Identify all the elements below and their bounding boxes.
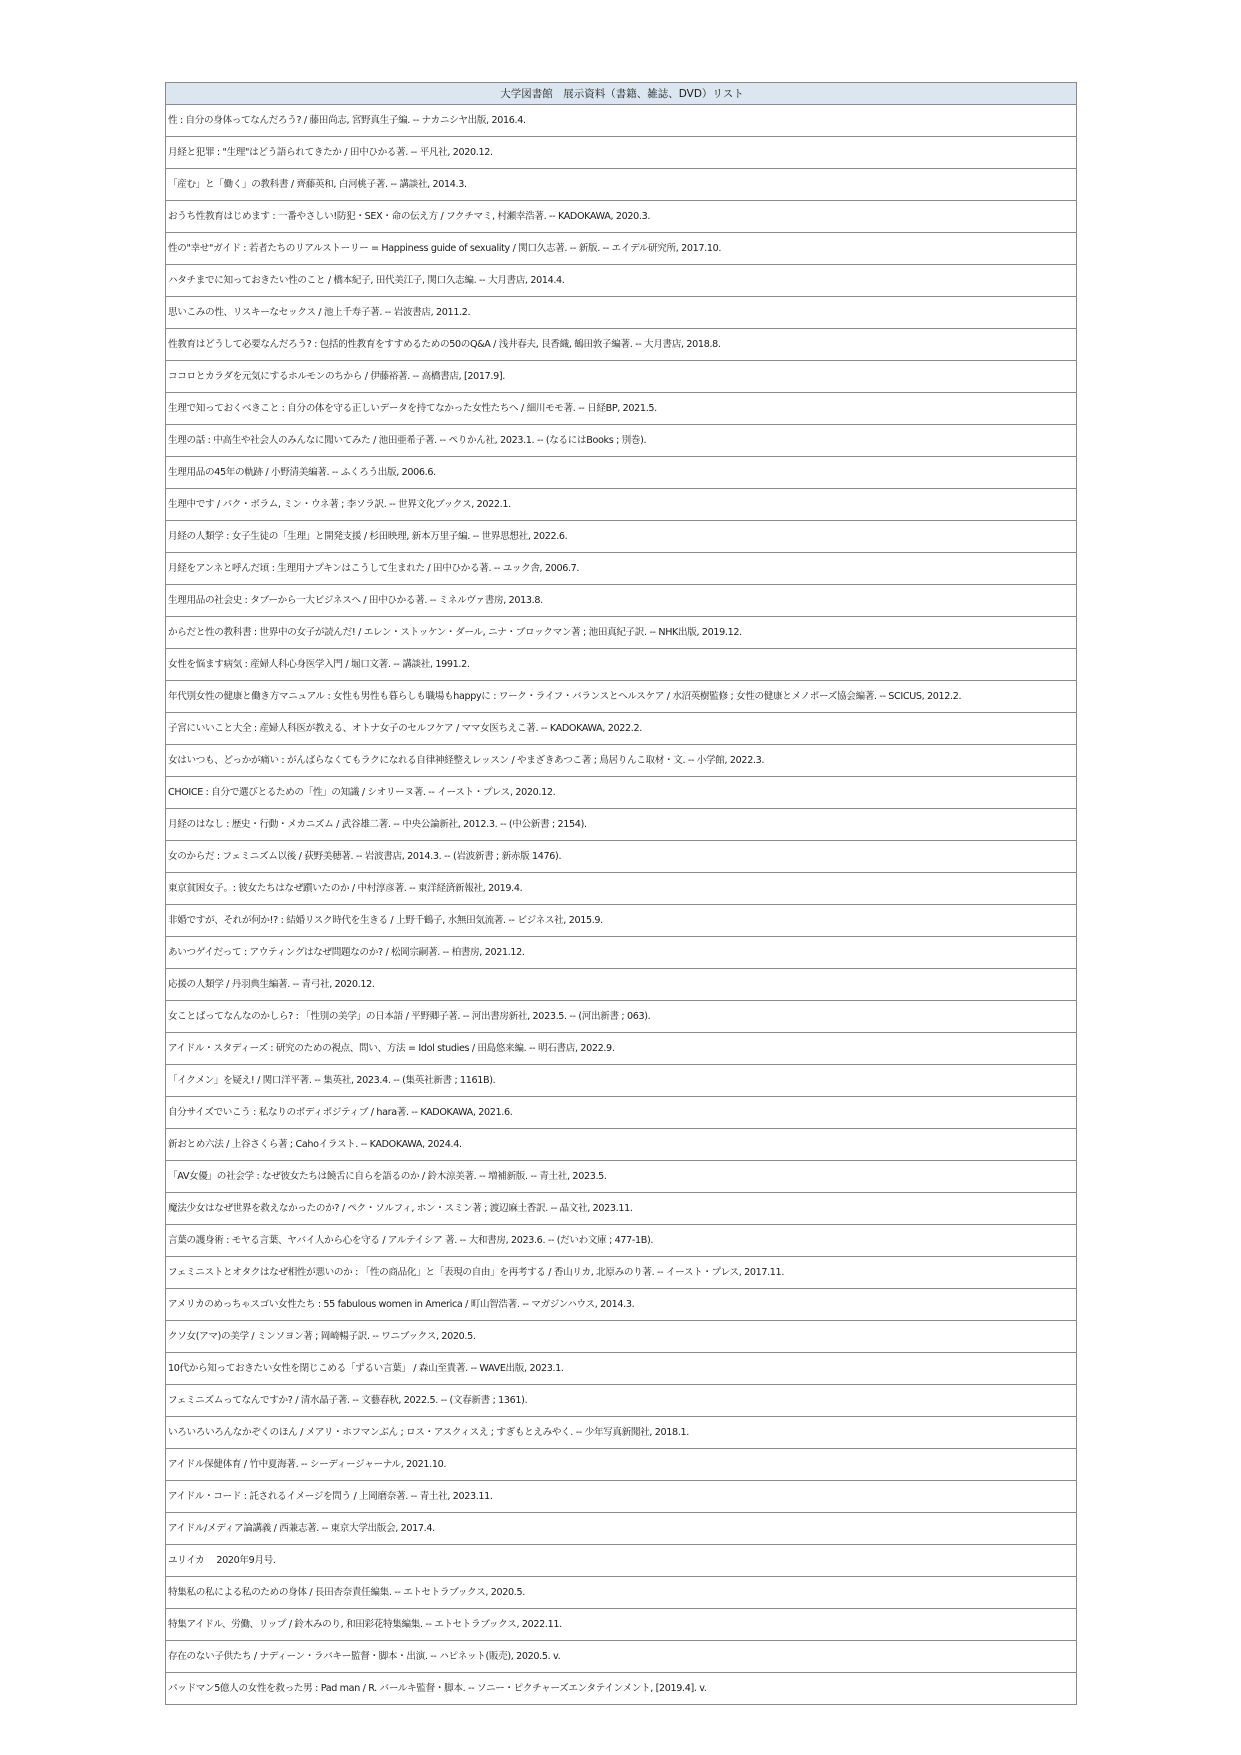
list-item: 女のからだ : フェミニズム以後 / 荻野美穂著. -- 岩波書店, 2014.3. -- (岩波新書 ; 新赤版 1476). xyxy=(166,841,1077,873)
table-row xyxy=(166,745,1077,777)
list-item: 「産む」と「働く」の教科書 / 齊藤英和, 白河桃子著. -- 講談社, 2014.3. xyxy=(166,169,1077,201)
list-item: 性の"幸せ"ガイド : 若者たちのリアルストーリー = Happiness guide of sexuality / 関口久志著. -- 新版. -- エイデル研究所, 2017.10. xyxy=(166,233,1077,265)
list-item: アイドル保健体育 / 竹中夏海著. -- シーディージャーナル, 2021.10. xyxy=(166,1449,1077,1481)
list-item: アイドル・スタディーズ : 研究のための視点、問い、方法 = Idol studies / 田島悠来編. -- 明石書店, 2022.9. xyxy=(166,1033,1077,1065)
table-row xyxy=(166,1097,1077,1129)
list-item: 東京貧困女子。: 彼女たちはなぜ躓いたのか / 中村淳彦著. -- 東洋経済新報社, 2019.4. xyxy=(166,873,1077,905)
list-item: パッドマン5億人の女性を救った男 : Pad man / R. バールキ監督・脚本. -- ソニー・ピクチャーズエンタテインメント, [2019.4]. v. xyxy=(166,1673,1077,1705)
list-item: ユリイカ 2020年9月号. xyxy=(166,1545,1077,1577)
table-row xyxy=(166,105,1077,137)
list-item: 言葉の護身術 : モヤる言葉、ヤバイ人から心を守る / アルテイシア 著. -- 大和書房, 2023.6. -- (だいわ文庫 ; 477-1B). xyxy=(166,1225,1077,1257)
table-row xyxy=(166,1225,1077,1257)
table-row xyxy=(166,137,1077,169)
table-row xyxy=(166,681,1077,713)
table-row xyxy=(166,713,1077,745)
list-item: 年代別女性の健康と働き方マニュアル : 女性も男性も暮らしも職場もhappyに : ワーク・ライフ・バランスとヘルスケア / 水沼英樹監修 ; 女性の健康とメノポーズ協会編著. -- SCICUS, 2012.2. xyxy=(166,681,1077,713)
list-item: 女性を悩ます病気 : 産婦人科心身医学入門 / 堀口文著. -- 講談社, 1991.2. xyxy=(166,649,1077,681)
list-item: アイドル/メディア論講義 / 西兼志著. -- 東京大学出版会, 2017.4. xyxy=(166,1513,1077,1545)
table-row xyxy=(166,1321,1077,1353)
table-row xyxy=(166,937,1077,969)
list-item: 月経をアンネと呼んだ頃 : 生理用ナプキンはこうして生まれた / 田中ひかる著. -- ユック舎, 2006.7. xyxy=(166,553,1077,585)
table-header-row xyxy=(166,83,1077,105)
list-item: 応援の人類学 / 丹羽典生編著. -- 青弓社, 2020.12. xyxy=(166,969,1077,1001)
table-row xyxy=(166,1481,1077,1513)
exhibit-list-table xyxy=(165,82,1077,1705)
table-row xyxy=(166,425,1077,457)
table-row xyxy=(166,1353,1077,1385)
list-item: フェミニズムってなんですか? / 清水晶子著. -- 文藝春秋, 2022.5. -- (文春新書 ; 1361). xyxy=(166,1385,1077,1417)
list-item: 特集私の私による私のための身体 / 長田杏奈責任編集. -- エトセトラブックス, 2020.5. xyxy=(166,1577,1077,1609)
list-item: ココロとカラダを元気にするホルモンのちから / 伊藤裕著. -- 高橋書店, [2017.9]. xyxy=(166,361,1077,393)
list-item: 女はいつも、どっかが痛い : がんばらなくてもラクになれる自律神経整えレッスン / やまざきあつこ著 ; 鳥居りんこ取材・文. -- 小学館, 2022.3. xyxy=(166,745,1077,777)
table-row xyxy=(166,841,1077,873)
list-item: 性教育はどうして必要なんだろう? : 包括的性教育をすすめるための50のQ&A / 浅井春夫, 艮香織, 鶴田敦子編著. -- 大月書店, 2018.8. xyxy=(166,329,1077,361)
table-row xyxy=(166,297,1077,329)
table-row xyxy=(166,489,1077,521)
table-row xyxy=(166,1417,1077,1449)
list-item: いろいろいろんなかぞくのほん / メアリ・ホフマンぶん ; ロス・アスクィスえ ; すぎもとえみやく. -- 少年写真新聞社, 2018.1. xyxy=(166,1417,1077,1449)
table-title: 大学図書館 展示資料（書籍、雑誌、DVD）リスト xyxy=(166,83,1077,105)
list-item: 「イクメン」を疑え! / 関口洋平著. -- 集英社, 2023.4. -- (集英社新書 ; 1161B). xyxy=(166,1065,1077,1097)
table-row xyxy=(166,1673,1077,1705)
list-item: 生理用品の社会史 : タブーから一大ビジネスへ / 田中ひかる著. -- ミネルヴァ書房, 2013.8. xyxy=(166,585,1077,617)
list-item: 特集アイドル、労働、リップ / 鈴木みのり, 和田彩花特集編集. -- エトセトラブックス, 2022.11. xyxy=(166,1609,1077,1641)
list-item: 生理用品の45年の軌跡 / 小野清美編著. -- ふくろう出版, 2006.6. xyxy=(166,457,1077,489)
list-item: 10代から知っておきたい女性を閉じこめる「ずるい言葉」 / 森山至貴著. -- WAVE出版, 2023.1. xyxy=(166,1353,1077,1385)
table-row xyxy=(166,201,1077,233)
list-item: おうち性教育はじめます : 一番やさしい!防犯・SEX・命の伝え方 / フクチマミ, 村瀬幸浩著. -- KADOKAWA, 2020.3. xyxy=(166,201,1077,233)
table-row xyxy=(166,1257,1077,1289)
list-item: 思いこみの性、リスキーなセックス / 池上千寿子著. -- 岩波書店, 2011.2. xyxy=(166,297,1077,329)
table-row xyxy=(166,457,1077,489)
list-item: からだと性の教科書 : 世界中の女子が読んだ! / エレン・ストッケン・ダール, ニナ・ブロックマン著 ; 池田真紀子訳. -- NHK出版, 2019.12. xyxy=(166,617,1077,649)
table-row xyxy=(166,1161,1077,1193)
list-item: 生理で知っておくべきこと : 自分の体を守る正しいデータを持てなかった女性たちへ / 細川モモ著. -- 日経BP, 2021.5. xyxy=(166,393,1077,425)
table-row xyxy=(166,1449,1077,1481)
table-row xyxy=(166,1641,1077,1673)
table-row xyxy=(166,265,1077,297)
table-row xyxy=(166,553,1077,585)
table-row xyxy=(166,585,1077,617)
table-row xyxy=(166,393,1077,425)
table-row xyxy=(166,1001,1077,1033)
table-row xyxy=(166,1193,1077,1225)
list-item: フェミニストとオタクはなぜ相性が悪いのか : 「性の商品化」と「表現の自由」を再考する / 香山リカ, 北原みのり著. -- イースト・プレス, 2017.11. xyxy=(166,1257,1077,1289)
list-item: 非婚ですが、それが何か!? : 結婚リスク時代を生きる / 上野千鶴子, 水無田気流著. -- ビジネス社, 2015.9. xyxy=(166,905,1077,937)
list-item: 魔法少女はなぜ世界を救えなかったのか? / ペク・ソルフィ, ホン・スミン著 ; 渡辺麻土香訳. -- 晶文社, 2023.11. xyxy=(166,1193,1077,1225)
table-row xyxy=(166,1065,1077,1097)
table-row xyxy=(166,521,1077,553)
list-item: アメリカのめっちゃスゴい女性たち : 55 fabulous women in America / 町山智浩著. -- マガジンハウス, 2014.3. xyxy=(166,1289,1077,1321)
list-item: 子宮にいいこと大全 : 産婦人科医が教える、オトナ女子のセルフケア / ママ女医ちえこ著. -- KADOKAWA, 2022.2. xyxy=(166,713,1077,745)
list-item: 生理の話 : 中高生や社会人のみんなに聞いてみた / 池田亜希子著. -- ぺりかん社, 2023.1. -- (なるにはBooks ; 別巻). xyxy=(166,425,1077,457)
table-row xyxy=(166,1513,1077,1545)
list-item: 存在のない子供たち / ナディーン・ラバキー監督・脚本・出演. -- ハピネット(販売), 2020.5. v. xyxy=(166,1641,1077,1673)
list-item: 月経の人類学 : 女子生徒の「生理」と開発支援 / 杉田映理, 新本万里子編. -- 世界思想社, 2022.6. xyxy=(166,521,1077,553)
list-item: 生理中です / パク・ボラム, ミン・ウネ著 ; 李ソラ訳. -- 世界文化ブックス, 2022.1. xyxy=(166,489,1077,521)
table-row xyxy=(166,1545,1077,1577)
list-item: アイドル・コード : 託されるイメージを問う / 上岡磨奈著. -- 青土社, 2023.11. xyxy=(166,1481,1077,1513)
list-item: 新おとめ六法 / 上谷さくら著 ; Cahoイラスト. -- KADOKAWA, 2024.4. xyxy=(166,1129,1077,1161)
table-row xyxy=(166,1609,1077,1641)
list-item: CHOICE : 自分で選びとるための「性」の知識 / シオリーヌ著. -- イースト・プレス, 2020.12. xyxy=(166,777,1077,809)
table-row xyxy=(166,617,1077,649)
list-item: あいつゲイだって : アウティングはなぜ問題なのか? / 松岡宗嗣著. -- 柏書房, 2021.12. xyxy=(166,937,1077,969)
table-row xyxy=(166,969,1077,1001)
table-row xyxy=(166,649,1077,681)
table-row xyxy=(166,905,1077,937)
list-item: ハタチまでに知っておきたい性のこと / 橋本紀子, 田代美江子, 関口久志編. -- 大月書店, 2014.4. xyxy=(166,265,1077,297)
table-row xyxy=(166,1289,1077,1321)
list-item: 性 : 自分の身体ってなんだろう? / 藤田尚志, 宮野真生子編. -- ナカニシヤ出版, 2016.4. xyxy=(166,105,1077,137)
list-item: 「AV女優」の社会学 : なぜ彼女たちは饒舌に自らを語るのか / 鈴木涼美著. -- 増補新版. -- 青土社, 2023.5. xyxy=(166,1161,1077,1193)
table-row xyxy=(166,1577,1077,1609)
table-row xyxy=(166,1129,1077,1161)
table-row xyxy=(166,873,1077,905)
list-item: 月経のはなし : 歴史・行動・メカニズム / 武谷雄二著. -- 中央公論新社, 2012.3. -- (中公新書 ; 2154). xyxy=(166,809,1077,841)
table-row xyxy=(166,1385,1077,1417)
table-row xyxy=(166,809,1077,841)
table-row xyxy=(166,329,1077,361)
table-row xyxy=(166,361,1077,393)
table-row xyxy=(166,1033,1077,1065)
table-row xyxy=(166,169,1077,201)
table-body xyxy=(166,105,1077,1705)
list-item: 月経と犯罪 : "生理"はどう語られてきたか / 田中ひかる著. -- 平凡社, 2020.12. xyxy=(166,137,1077,169)
list-item: クソ女(アマ)の美学 / ミンソヨン著 ; 岡崎暢子訳. -- ワニブックス, 2020.5. xyxy=(166,1321,1077,1353)
table-row xyxy=(166,777,1077,809)
table-row xyxy=(166,233,1077,265)
list-item: 女ことばってなんなのかしら? : 「性別の美学」の日本語 / 平野卿子著. -- 河出書房新社, 2023.5. -- (河出新書 ; 063). xyxy=(166,1001,1077,1033)
list-item: 自分サイズでいこう : 私なりのボディポジティブ / hara著. -- KADOKAWA, 2021.6. xyxy=(166,1097,1077,1129)
